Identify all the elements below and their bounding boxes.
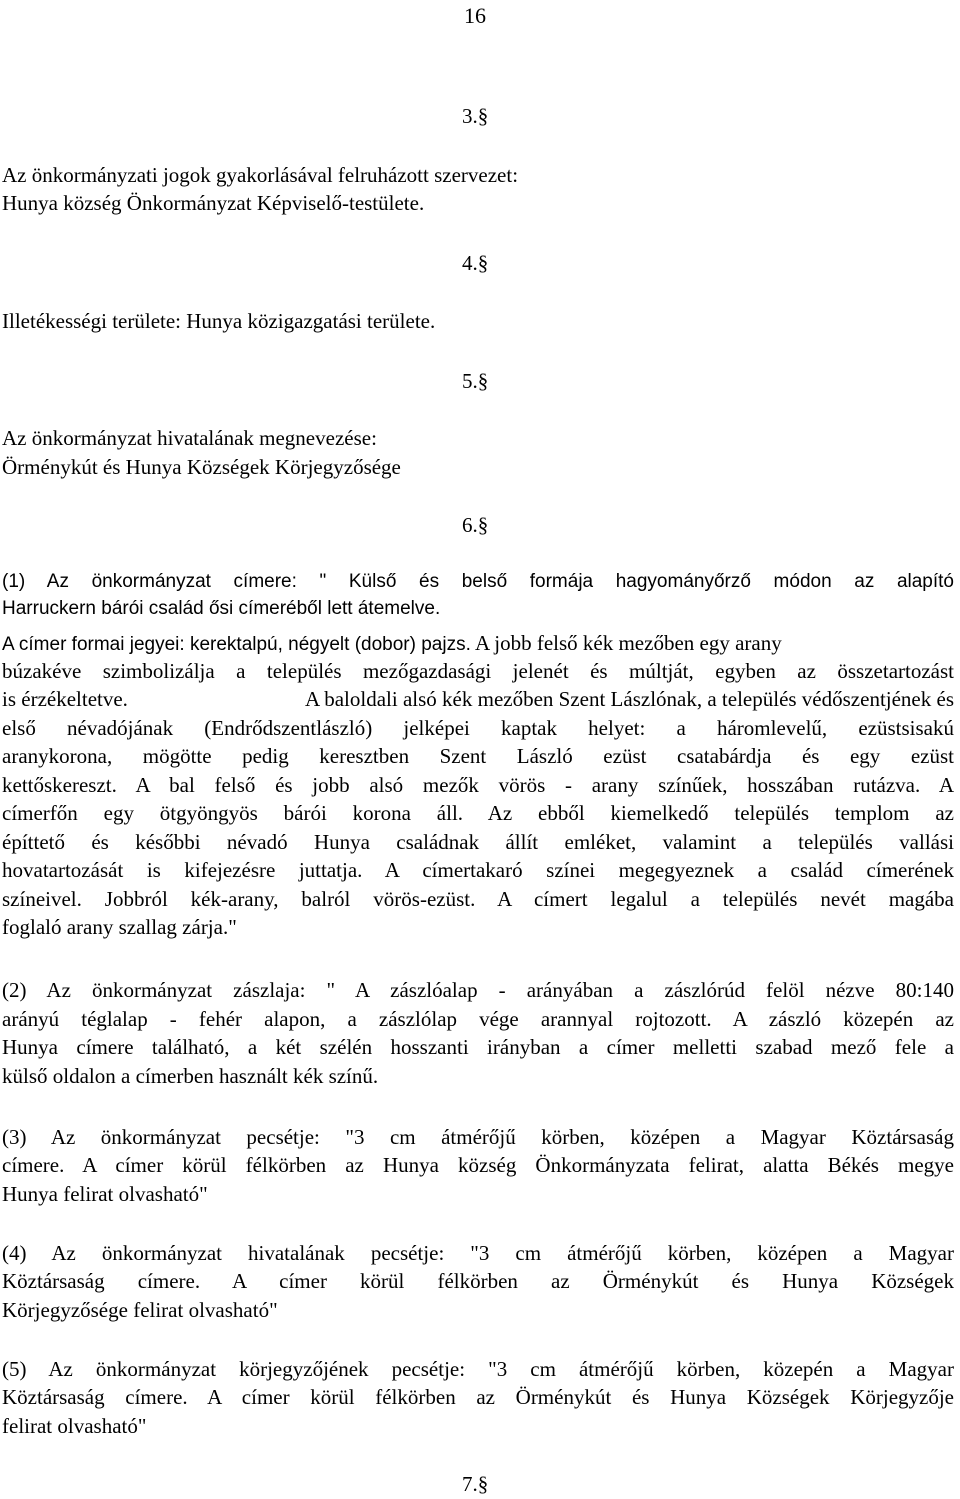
paragraph-line: címere. A címer körül félkörben az Hunya község Önkormányzata felirat, alatta Békés megye [2, 1153, 954, 1177]
paragraph-fragment: A címer formai jegyei: kerektalpú, négyelt (dobor) pajzs. [2, 634, 471, 655]
paragraph-line [2, 631, 954, 657]
paragraph-line: Hunya község Önkormányzat Képviselő-testülete. [2, 191, 425, 215]
paragraph-line: címerfőn egy ötgyöngyös bárói korona áll. Az ebből kiemelkedő település templom az [2, 801, 954, 825]
paragraph-line: felirat olvasható" [2, 1414, 147, 1438]
section-heading-3: 3.§ [462, 104, 489, 128]
paragraph-line: (2) Az önkormányzat zászlaja: " A zászlóalap - arányában a zászlórúd felöl nézve 80:140 [2, 978, 954, 1002]
paragraph-line: Köztársaság címere. A címer körül félkörben az Örménykút és Hunya Községek Körjegyzője [2, 1385, 954, 1409]
paragraph-line: Örménykút és Hunya Községek Körjegyzősége [2, 455, 401, 479]
paragraph-line: kettőskereszt. A bal felső és jobb alsó mezők vörös - arany színűek, hosszában rutázva. A [2, 773, 954, 797]
section-heading-4: 4.§ [462, 251, 489, 275]
paragraph-fragment: A baloldali alsó kék mezőben Szent Lászlónak, a település védőszentjének és [304, 687, 954, 711]
page-number: 16 [464, 3, 486, 28]
paragraph-line: építtető és későbbi névadó Hunya családnak állít emléket, valamint a település vallási [2, 830, 954, 854]
paragraph-line: külső oldalon a címerben használt kék színű. [2, 1064, 379, 1088]
paragraph-line: első névadójának (Endrődszentlászló) jelképei kaptak helyet: a háromlevelű, ezüstsisakú [2, 716, 954, 740]
paragraph-line: (1) Az önkormányzat címere: " Külső és belső formája hagyományőrző módon az alapító [2, 571, 954, 592]
paragraph-line: búzakéve szimbolizálja a település mezőgazdasági jelenét és múltját, egyben az összetartozást [2, 659, 954, 683]
paragraph-line: Hunya címere található, a két szélén hosszanti irányban a címer melletti szabad mező fele a [2, 1035, 954, 1059]
paragraph-fragment: is érzékeltetve. [2, 687, 128, 711]
paragraph-line: hovatartozását is kifejezésre juttatja. A címertakaró színei megegyeznek a család címerének [2, 858, 954, 882]
paragraph-line: (5) Az önkormányzat körjegyzőjének pecsétje: "3 cm átmérőjű körben, közepén a Magyar [2, 1357, 954, 1381]
section-heading-7: 7.§ [462, 1472, 489, 1496]
paragraph-line: színeivel. Jobbról kék-arany, balról vörös-ezüst. A címert legalul a település nevét magába [2, 887, 954, 911]
paragraph-line: Az önkormányzat hivatalának megnevezése: [2, 426, 377, 450]
paragraph-line: aranykorona, mögötte pedig keresztben Szent László ezüst csatabárdja és egy ezüst [2, 744, 954, 768]
paragraph-line: (3) Az önkormányzat pecsétje: "3 cm átmérőjű körben, középen a Magyar Köztársaság [2, 1125, 954, 1149]
section-heading-5: 5.§ [462, 369, 489, 393]
paragraph-line: Harruckern bárói család ősi címeréből lett átemelve. [2, 598, 441, 619]
paragraph-line: Körjegyzősége felirat olvasható" [2, 1298, 278, 1322]
paragraph-line: (4) Az önkormányzat hivatalának pecsétje: "3 cm átmérőjű körben, középen a Magyar [2, 1241, 954, 1265]
paragraph-line: Illetékességi területe: Hunya közigazgatási területe. [2, 309, 436, 333]
paragraph-line [2, 687, 954, 711]
paragraph-line: arányú téglalap - fehér alapon, a zászlólap vége arannyal rojtozott. A zászló közepén az [2, 1007, 954, 1031]
section-heading-6: 6.§ [462, 513, 489, 537]
paragraph-line: Hunya felirat olvasható" [2, 1182, 208, 1206]
paragraph-fragment: A jobb felső kék mezőben egy arany [470, 631, 782, 655]
paragraph-line: Az önkormányzati jogok gyakorlásával felruházott szervezet: [2, 163, 519, 187]
paragraph-line: foglaló arany szallag zárja." [2, 915, 237, 939]
paragraph-line: Köztársaság címere. A címer körül félkörben az Örménykút és Hunya Községek [2, 1269, 954, 1293]
